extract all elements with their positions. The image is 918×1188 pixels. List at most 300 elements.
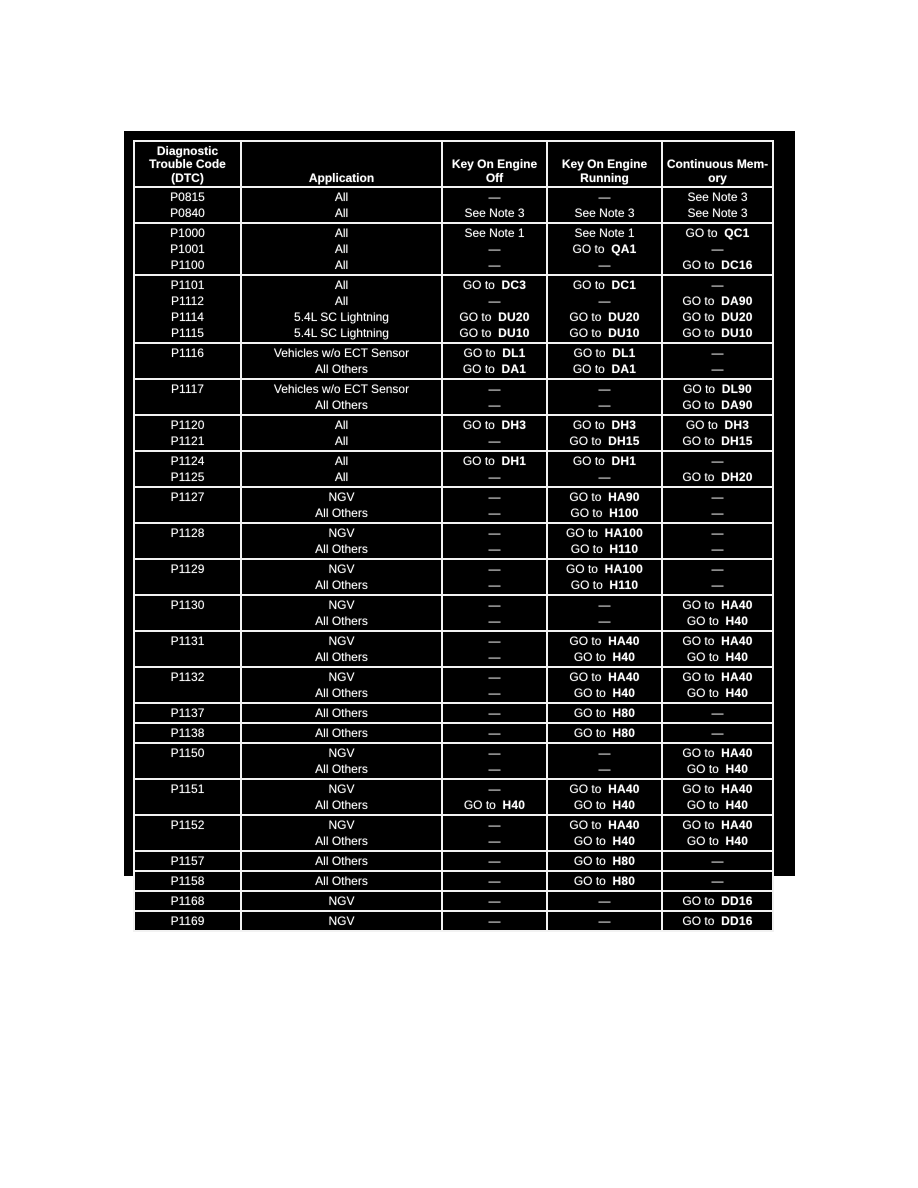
cell-line: P1137 [170,706,205,720]
pinpoint-test-code: H100 [609,506,639,520]
table-row [134,667,773,703]
table-row [134,631,773,667]
cell-line: NGV [328,894,355,908]
cell-line: — [598,914,611,928]
cell-key-on-engine-off [442,223,547,275]
cell-line: All Others [315,762,368,776]
cell-line: See Note 3 [687,190,748,204]
cell-line: — [488,562,501,576]
cell-application [241,415,442,451]
header-line: Application [308,170,375,185]
cell-line: NGV [328,670,355,684]
cell-line: — [711,454,724,468]
cell-line: — [711,526,724,540]
cell-line: GO to DA1 [572,362,637,376]
cell-dtc [134,559,241,595]
cell-line: — [598,598,611,612]
pinpoint-test-code: DD16 [721,914,753,928]
table-row [134,595,773,631]
cell-line: — [598,398,611,412]
cell-line: GO to H40 [463,798,526,812]
table-row [134,891,773,911]
column-header-key-on-engine-off [442,141,547,187]
cell-line: — [488,398,501,412]
cell-line: P1100 [170,258,205,272]
cell-dtc [134,815,241,851]
table-row [134,743,773,779]
table-row [134,703,773,723]
cell-line: GO to H40 [686,762,749,776]
cell-line: P1168 [170,894,205,908]
cell-key-on-engine-off [442,523,547,559]
cell-line: P1120 [170,418,205,432]
cell-line: GO to QC1 [685,226,750,240]
cell-key-on-engine-off [442,723,547,743]
cell-key-on-engine-running [547,723,662,743]
cell-key-on-engine-running [547,379,662,415]
cell-continuous-memory [662,815,773,851]
cell-line: — [488,506,501,520]
pinpoint-test-code: H40 [612,834,636,848]
header-line: Diagnostic [156,143,219,158]
pinpoint-test-code: QA1 [611,242,637,256]
cell-key-on-engine-off [442,743,547,779]
cell-line: GO to H40 [686,650,749,664]
cell-line: — [488,874,501,888]
cell-line: — [711,706,724,720]
cell-line: — [711,506,724,520]
cell-application [241,223,442,275]
cell-line: P1115 [171,326,204,340]
pinpoint-test-code: DC1 [611,278,637,292]
cell-application [241,631,442,667]
cell-line: P1132 [170,670,205,684]
cell-line: GO to DH3 [685,418,750,432]
table-row [134,911,773,931]
pinpoint-test-code: HA40 [721,670,753,684]
cell-application [241,779,442,815]
cell-application [241,379,442,415]
table-row [134,275,773,343]
cell-line: GO to DA90 [682,398,753,412]
pinpoint-test-code: DU20 [498,310,530,324]
cell-line: P1151 [170,782,205,796]
cell-line: GO to DH20 [682,470,753,484]
cell-line: See Note 3 [464,206,525,220]
cell-dtc [134,631,241,667]
cell-line: — [488,598,501,612]
cell-line: GO to DU20 [682,310,753,324]
cell-line: GO to DU20 [459,310,530,324]
cell-dtc [134,667,241,703]
cell-line: All Others [315,506,368,520]
pinpoint-test-code: DH3 [501,418,527,432]
cell-line: NGV [328,490,355,504]
cell-line: All [334,418,349,432]
cell-key-on-engine-running [547,667,662,703]
cell-dtc [134,223,241,275]
cell-line: — [598,258,611,272]
cell-line: GO to HA90 [569,490,640,504]
cell-continuous-memory [662,851,773,871]
cell-key-on-engine-running [547,595,662,631]
cell-line: P1101 [170,278,205,292]
pinpoint-test-code: HA100 [604,562,644,576]
cell-line: All [334,226,349,240]
cell-continuous-memory [662,275,773,343]
cell-key-on-engine-off [442,779,547,815]
cell-line: 5.4L SC Lightning [294,310,389,324]
cell-line: GO to DH3 [462,418,527,432]
cell-line: P1001 [170,242,205,256]
cell-key-on-engine-off [442,631,547,667]
cell-line: P1127 [170,490,205,504]
cell-line: 5.4L SC Lightning [294,326,389,340]
cell-line: — [488,578,501,592]
cell-key-on-engine-off [442,559,547,595]
cell-key-on-engine-running [547,275,662,343]
cell-line: All [334,470,349,484]
cell-line: All [334,206,349,220]
pinpoint-test-code: H80 [612,854,636,868]
cell-line: GO to HA100 [565,562,644,576]
cell-line: — [598,746,611,760]
cell-line: GO to DU10 [569,326,640,340]
cell-application [241,275,442,343]
cell-application [241,723,442,743]
pinpoint-test-code: HA40 [721,634,753,648]
pinpoint-test-code: H110 [609,578,639,592]
pinpoint-test-code: H40 [612,798,636,812]
cell-line: GO to DL90 [683,382,752,396]
cell-continuous-memory [662,187,773,223]
cell-line: — [488,190,501,204]
cell-line: Vehicles w/o ECT Sensor [273,346,410,360]
cell-line: P1117 [171,382,204,396]
cell-line: GO to H80 [573,874,636,888]
cell-line: Vehicles w/o ECT Sensor [273,382,410,396]
cell-line: GO to HA40 [682,818,753,832]
cell-line: P0840 [170,206,205,220]
cell-dtc [134,851,241,871]
cell-line: GO to DL1 [573,346,636,360]
cell-key-on-engine-running [547,703,662,723]
cell-key-on-engine-off [442,871,547,891]
pinpoint-test-code: DA90 [721,294,753,308]
cell-dtc [134,723,241,743]
cell-line: All Others [315,834,368,848]
cell-line: GO to HA40 [682,670,753,684]
table-row [134,851,773,871]
cell-line: GO to DH15 [682,434,753,448]
cell-line: NGV [328,914,355,928]
pinpoint-test-code: DH15 [721,434,753,448]
cell-line: GO to DL1 [463,346,526,360]
pinpoint-test-code: H40 [612,650,636,664]
cell-line: GO to H40 [686,834,749,848]
cell-line: All [334,190,349,204]
pinpoint-test-code: DA90 [721,398,753,412]
cell-line: — [711,562,724,576]
pinpoint-test-code: DH20 [721,470,753,484]
pinpoint-test-code: HA40 [608,782,640,796]
cell-key-on-engine-off [442,487,547,523]
pinpoint-test-code: DU10 [498,326,530,340]
pinpoint-test-code: DC3 [501,278,527,292]
cell-line: — [488,818,501,832]
cell-key-on-engine-running [547,415,662,451]
cell-continuous-memory [662,595,773,631]
cell-line: P1129 [170,562,205,576]
cell-line: All Others [315,798,368,812]
cell-line: P1114 [171,310,204,324]
cell-dtc [134,891,241,911]
cell-line: — [598,762,611,776]
cell-line: GO to H40 [573,834,636,848]
cell-line: — [488,650,501,664]
cell-line: P1112 [171,294,204,308]
cell-dtc [134,451,241,487]
cell-dtc [134,379,241,415]
cell-line: — [488,834,501,848]
cell-line: GO to DH1 [462,454,527,468]
cell-line: GO to HA40 [569,634,640,648]
cell-line: — [488,686,501,700]
table-row [134,343,773,379]
cell-dtc [134,911,241,931]
pinpoint-test-code: HA40 [608,818,640,832]
cell-line: — [488,746,501,760]
cell-line: — [598,894,611,908]
cell-line: — [488,258,501,272]
cell-line: — [711,854,724,868]
table-header [134,141,773,187]
cell-line: All Others [315,686,368,700]
cell-key-on-engine-running [547,631,662,667]
cell-line: GO to DA1 [462,362,527,376]
cell-line: GO to DC1 [572,278,637,292]
cell-line: GO to DA90 [682,294,753,308]
pinpoint-test-code: H80 [612,874,636,888]
cell-line: — [488,782,501,796]
cell-key-on-engine-running [547,871,662,891]
cell-line: GO to DH3 [572,418,637,432]
pinpoint-test-code: DL1 [502,346,526,360]
cell-line: — [488,634,501,648]
cell-line: All [334,258,349,272]
pinpoint-test-code: DU20 [608,310,640,324]
cell-key-on-engine-running [547,343,662,379]
cell-line: — [711,242,724,256]
cell-line: See Note 3 [574,206,635,220]
cell-line: P1157 [170,854,205,868]
cell-line: — [598,294,611,308]
pinpoint-test-code: DA1 [501,362,527,376]
pinpoint-test-code: H40 [725,834,749,848]
column-header-key-on-engine-running [547,141,662,187]
cell-line: — [711,874,724,888]
pinpoint-test-code: QC1 [724,226,750,240]
cell-application [241,595,442,631]
cell-line: See Note 3 [687,206,748,220]
cell-dtc [134,487,241,523]
table-body [134,187,773,931]
table-row [134,723,773,743]
cell-line: GO to HA40 [682,634,753,648]
pinpoint-test-code: HA40 [721,598,753,612]
cell-line: All Others [315,578,368,592]
pinpoint-test-code: H40 [612,686,636,700]
cell-key-on-engine-off [442,667,547,703]
cell-line: — [488,434,501,448]
cell-line: GO to DD16 [682,894,753,908]
cell-line: — [711,278,724,292]
cell-line: All Others [315,650,368,664]
cell-line: GO to HA40 [569,782,640,796]
cell-line: GO to H40 [686,798,749,812]
cell-dtc [134,743,241,779]
cell-continuous-memory [662,451,773,487]
cell-line: GO to H80 [573,854,636,868]
cell-key-on-engine-running [547,559,662,595]
pinpoint-test-code: H80 [612,726,636,740]
cell-line: All Others [315,542,368,556]
table-row [134,815,773,851]
cell-line: P1121 [170,434,205,448]
cell-line: All [334,434,349,448]
cell-line: — [711,346,724,360]
cell-application [241,451,442,487]
pinpoint-test-code: H40 [725,650,749,664]
pinpoint-test-code: HA40 [721,782,753,796]
cell-line: — [711,542,724,556]
pinpoint-test-code: DH1 [501,454,527,468]
cell-line: GO to HA40 [569,818,640,832]
cell-line: NGV [328,598,355,612]
cell-application [241,911,442,931]
cell-line: NGV [328,562,355,576]
cell-line: GO to H80 [573,706,636,720]
cell-line: — [488,706,501,720]
cell-line: P1131 [170,634,205,648]
cell-line: GO to HA100 [565,526,644,540]
pinpoint-test-code: HA90 [608,490,640,504]
cell-line: P1169 [170,914,205,928]
cell-key-on-engine-off [442,815,547,851]
cell-line: All Others [315,854,368,868]
cell-line: P1125 [170,470,205,484]
cell-line: GO to QA1 [572,242,637,256]
cell-line: GO to DU10 [459,326,530,340]
cell-line: All [334,294,349,308]
table-row [134,451,773,487]
cell-line: All [334,278,349,292]
pinpoint-test-code: H40 [725,762,749,776]
cell-line: GO to DU10 [682,326,753,340]
table-row [134,223,773,275]
cell-continuous-memory [662,703,773,723]
pinpoint-test-code: DC16 [721,258,753,272]
cell-continuous-memory [662,523,773,559]
pinpoint-test-code: DU20 [721,310,753,324]
cell-line: GO to DC3 [462,278,527,292]
cell-line: GO to H40 [686,614,749,628]
pinpoint-test-code: H40 [502,798,526,812]
pinpoint-test-code: DU10 [721,326,753,340]
cell-key-on-engine-off [442,891,547,911]
cell-key-on-engine-off [442,851,547,871]
dtc-table [133,140,774,932]
cell-key-on-engine-off [442,595,547,631]
cell-continuous-memory [662,379,773,415]
pinpoint-test-code: HA40 [608,634,640,648]
pinpoint-test-code: HA40 [721,818,753,832]
table-row [134,187,773,223]
cell-line: P1150 [170,746,205,760]
cell-continuous-memory [662,667,773,703]
cell-line: All Others [315,614,368,628]
cell-line: P1152 [170,818,205,832]
cell-application [241,187,442,223]
header-line: Key On Engine [561,157,648,171]
cell-line: — [488,614,501,628]
cell-line: GO to DH15 [569,434,640,448]
cell-line: GO to HA40 [682,782,753,796]
cell-line: All Others [315,362,368,376]
cell-line: See Note 1 [464,226,525,240]
table-row [134,871,773,891]
cell-continuous-memory [662,223,773,275]
column-header-continuous-memory [662,141,773,187]
cell-line: — [488,542,501,556]
cell-application [241,743,442,779]
cell-line: GO to H110 [570,578,639,592]
cell-application [241,667,442,703]
cell-line: GO to H110 [570,542,639,556]
cell-line: P1130 [170,598,205,612]
cell-line: — [711,726,724,740]
cell-dtc [134,415,241,451]
cell-key-on-engine-off [442,379,547,415]
pinpoint-test-code: DL1 [612,346,636,360]
cell-dtc [134,523,241,559]
header-line: ory [708,170,727,185]
cell-line: GO to H40 [573,650,636,664]
cell-line: GO to H40 [573,686,636,700]
cell-line: NGV [328,818,355,832]
pinpoint-test-code: H40 [725,798,749,812]
cell-application [241,523,442,559]
cell-application [241,703,442,723]
table-row [134,487,773,523]
cell-key-on-engine-off [442,703,547,723]
header-line: Key On Engine [451,157,538,171]
cell-application [241,891,442,911]
cell-line: — [598,382,611,396]
cell-line: — [488,526,501,540]
cell-key-on-engine-running [547,779,662,815]
cell-line: — [488,670,501,684]
cell-line: NGV [328,634,355,648]
pinpoint-test-code: H40 [725,614,749,628]
cell-key-on-engine-running [547,223,662,275]
cell-continuous-memory [662,723,773,743]
cell-line: GO to DH1 [572,454,637,468]
pinpoint-test-code: DH1 [611,454,637,468]
cell-application [241,851,442,871]
cell-key-on-engine-running [547,523,662,559]
table-row [134,559,773,595]
